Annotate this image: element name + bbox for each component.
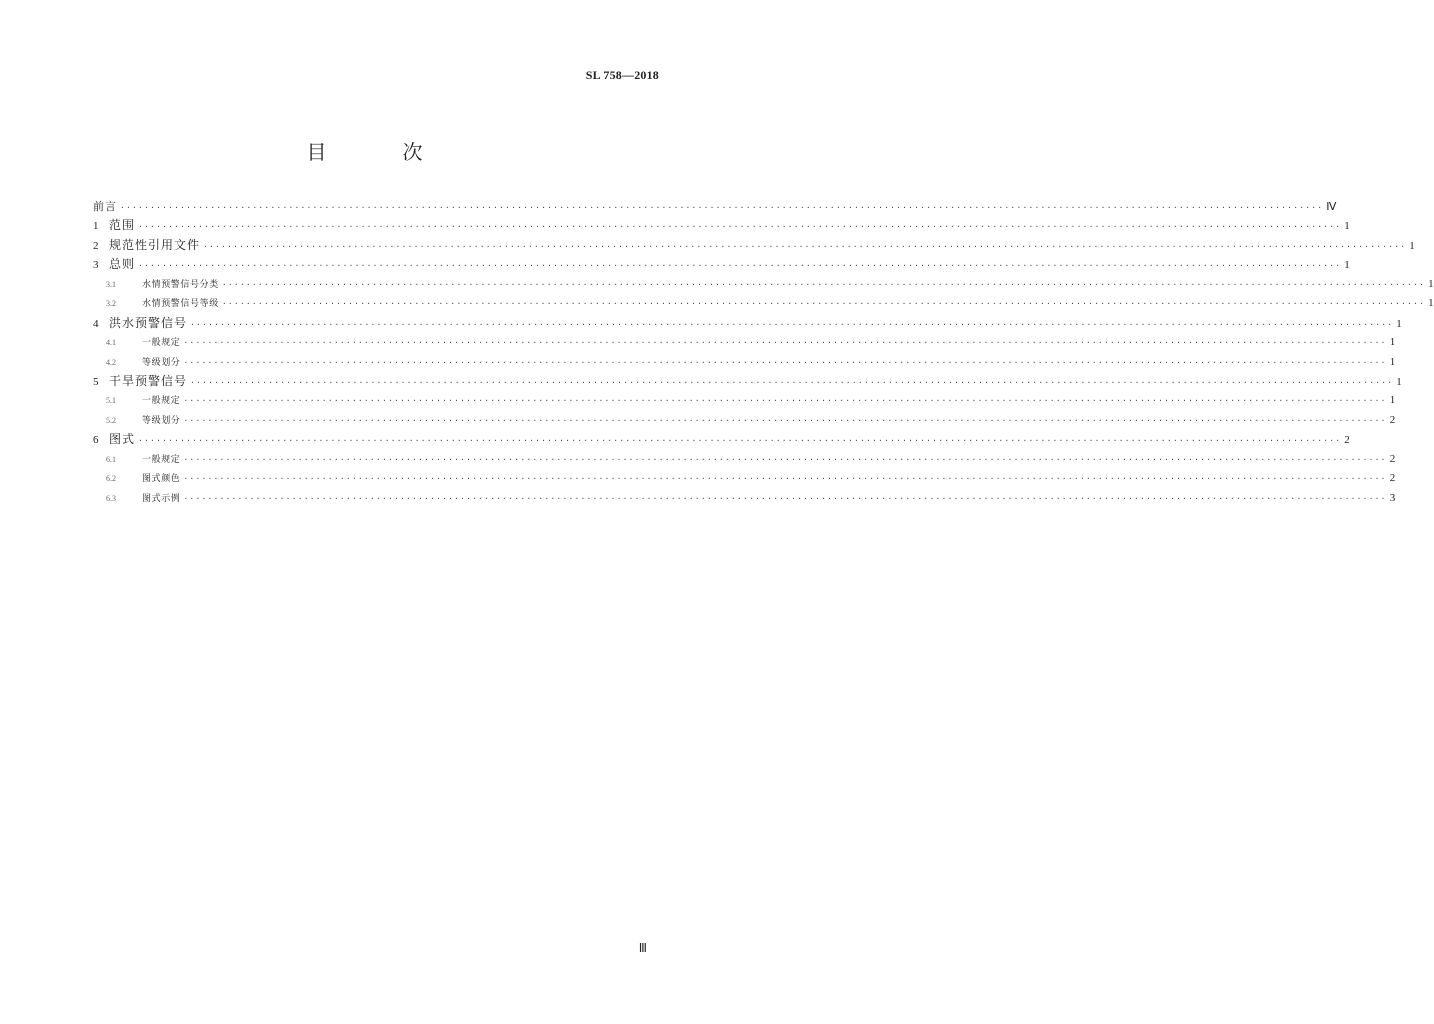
toc-entry-label: 前言 xyxy=(93,200,117,213)
toc-entry-number: 4 xyxy=(93,317,99,330)
toc-subentry[interactable] xyxy=(93,411,1396,430)
toc-entry-number: 6.2 xyxy=(106,474,116,484)
toc-dot-leader: ········································································································································································································ xyxy=(183,493,1387,503)
toc-subentry[interactable] xyxy=(93,469,1396,488)
toc-dot-leader: ········································································································································································································ xyxy=(120,203,1324,212)
toc-entry[interactable] xyxy=(93,216,1350,235)
toc-entry-page: 1 xyxy=(1409,239,1415,252)
toc-entry-number: 3.1 xyxy=(106,279,116,289)
toc-entry[interactable] xyxy=(93,255,1350,274)
toc-subentry[interactable] xyxy=(93,275,1434,294)
toc-entry-label: 一般规定 xyxy=(142,338,181,349)
toc-entry[interactable] xyxy=(93,372,1402,391)
toc-entry-page: 1 xyxy=(1344,259,1350,272)
toc-subentry[interactable] xyxy=(93,391,1396,410)
toc-entry-page: 1 xyxy=(1389,355,1396,368)
toc-dot-leader: ········································································································································································································ xyxy=(203,241,1407,251)
toc-entry-page: 1 xyxy=(1396,317,1402,330)
toc-subentry[interactable] xyxy=(93,294,1434,313)
toc-entry-page: 2 xyxy=(1389,472,1396,485)
toc-entry-label: 水情预警信号等级 xyxy=(142,299,219,310)
toc-entry-number: 1 xyxy=(93,220,99,233)
toc-dot-leader: ········································································································································································································ xyxy=(221,299,1426,309)
toc-subentry[interactable] xyxy=(93,450,1396,469)
toc-entry-label: 图式示例 xyxy=(142,493,181,504)
toc-entry-page: 1 xyxy=(1389,394,1396,407)
toc-subentry[interactable] xyxy=(93,489,1396,508)
toc-entry-number: 3 xyxy=(93,259,99,272)
toc-dot-leader: ········································································································································································································ xyxy=(221,279,1426,289)
toc-entry-page: Ⅳ xyxy=(1326,201,1337,213)
toc-entry-page: 1 xyxy=(1428,277,1434,290)
toc-entry-label: 洪水预警信号 xyxy=(109,315,188,330)
toc-entry-page: 1 xyxy=(1344,220,1350,233)
toc-entry-number: 6.3 xyxy=(106,493,116,503)
toc-entry-number: 6 xyxy=(93,434,99,447)
toc-entry-page: 2 xyxy=(1389,452,1396,465)
toc-entry-number: 2 xyxy=(93,239,99,252)
toc-entry-label: 总则 xyxy=(109,257,136,272)
toc-entry-page: 3 xyxy=(1389,491,1396,504)
toc-dot-leader: ········································································································································································································ xyxy=(190,377,1394,387)
toc-entry-label: 规范性引用文件 xyxy=(109,237,201,252)
toc-entry-number: 5 xyxy=(93,375,99,388)
toc-entry-page: 2 xyxy=(1389,413,1396,426)
toc-entry-number: 3.2 xyxy=(106,299,116,309)
toc-entry-label: 图式颜色 xyxy=(142,474,181,485)
toc-entry-number: 4.2 xyxy=(106,357,116,367)
page-title: 目 次 xyxy=(306,140,451,164)
toc-subentry[interactable] xyxy=(93,353,1396,372)
page-number: Ⅲ xyxy=(638,941,647,955)
toc-entry[interactable] xyxy=(93,430,1350,449)
toc-entry-label: 一般规定 xyxy=(142,396,181,407)
toc-entry-label: 等级划分 xyxy=(142,357,181,368)
table-of-contents xyxy=(93,197,1434,508)
toc-dot-leader: ········································································································································································································ xyxy=(138,436,1342,446)
toc-entry-label: 范围 xyxy=(109,218,136,233)
toc-dot-leader: ········································································································································································································ xyxy=(190,319,1394,329)
toc-entry-number: 5.1 xyxy=(106,396,116,406)
toc-entry[interactable] xyxy=(93,197,1337,216)
toc-entry-label: 水情预警信号分类 xyxy=(142,279,219,290)
toc-entry-number: 6.1 xyxy=(106,454,116,464)
toc-entry-label: 干旱预警信号 xyxy=(109,373,188,388)
toc-dot-leader: ········································································································································································································ xyxy=(183,357,1387,367)
toc-entry-page: 1 xyxy=(1428,297,1434,310)
toc-entry[interactable] xyxy=(93,314,1402,333)
toc-entry-label: 等级划分 xyxy=(142,415,181,426)
toc-dot-leader: ········································································································································································································ xyxy=(183,454,1387,464)
toc-dot-leader: ········································································································································································································ xyxy=(183,415,1387,425)
toc-subentry[interactable] xyxy=(93,333,1396,352)
toc-entry[interactable] xyxy=(93,236,1415,255)
toc-dot-leader: ········································································································································································································ xyxy=(183,338,1387,348)
toc-entry-label: 一般规定 xyxy=(142,454,181,465)
toc-dot-leader: ········································································································································································································ xyxy=(183,474,1387,484)
toc-dot-leader: ········································································································································································································ xyxy=(183,396,1387,406)
toc-entry-page: 1 xyxy=(1389,336,1396,349)
toc-dot-leader: ········································································································································································································ xyxy=(138,222,1342,232)
toc-dot-leader: ········································································································································································································ xyxy=(138,261,1342,271)
toc-entry-page: 1 xyxy=(1396,375,1402,388)
standard-code: SL 758—2018 xyxy=(585,68,659,82)
toc-entry-page: 2 xyxy=(1344,434,1350,447)
toc-entry-number: 4.1 xyxy=(106,338,116,348)
toc-entry-label: 图式 xyxy=(109,432,136,447)
toc-entry-number: 5.2 xyxy=(106,415,116,425)
